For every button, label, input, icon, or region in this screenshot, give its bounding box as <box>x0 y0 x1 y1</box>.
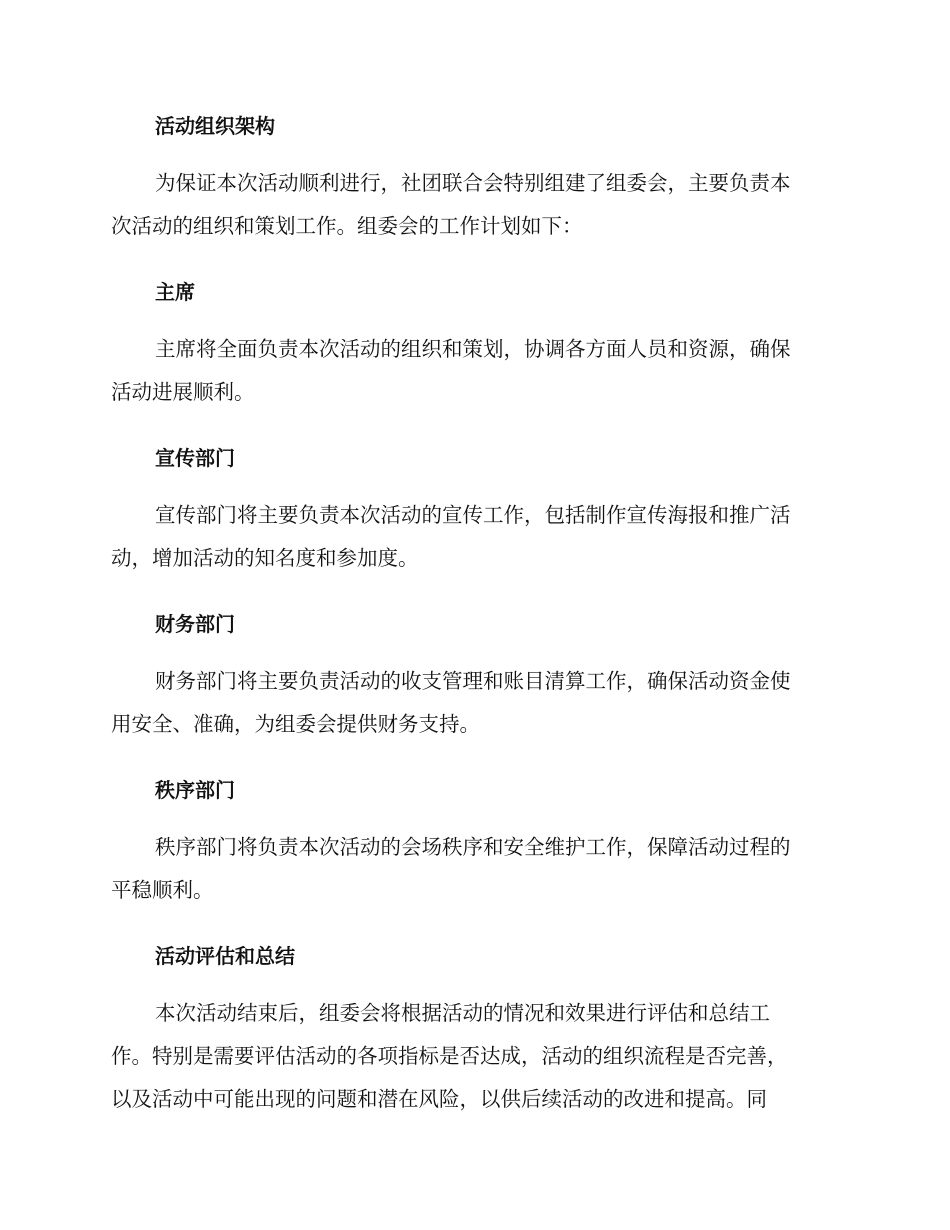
section-paragraph-organization <box>111 162 833 248</box>
paragraph-line: 作。特别是需要评估活动的各项指标是否达成，活动的组织流程是否完善， <box>111 1044 788 1068</box>
section-paragraph-finance <box>111 660 833 746</box>
section-heading-evaluation: 活动评估和总结 <box>155 944 295 968</box>
paragraph-line: 秩序部门将负责本次活动的会场秩序和安全维护工作，保障活动过程的 <box>155 835 791 859</box>
section-heading-chairman: 主席 <box>155 280 195 304</box>
paragraph-line: 用安全、准确，为组委会提供财务支持。 <box>111 712 480 736</box>
paragraph-line: 活动进展顺利。 <box>111 380 255 404</box>
section-heading-organization: 活动组织架构 <box>155 114 275 138</box>
section-heading-publicity: 宣传部门 <box>155 446 235 470</box>
paragraph-line: 次活动的组织和策划工作。组委会的工作计划如下： <box>111 214 583 238</box>
paragraph-line: 为保证本次活动顺利进行，社团联合会特别组建了组委会，主要负责本 <box>155 171 791 195</box>
paragraph-line: 宣传部门将主要负责本次活动的宣传工作，包括制作宣传海报和推广活 <box>155 503 791 527</box>
section-heading-order: 秩序部门 <box>155 778 235 802</box>
section-heading-finance: 财务部门 <box>155 612 235 636</box>
section-paragraph-publicity <box>111 494 833 580</box>
paragraph-line: 财务部门将主要负责活动的收支管理和账目清算工作，确保活动资金使 <box>155 669 791 693</box>
paragraph-line: 动，增加活动的知名度和参加度。 <box>111 546 419 570</box>
paragraph-line: 本次活动结束后，组委会将根据活动的情况和效果进行评估和总结工 <box>155 1001 770 1025</box>
section-paragraph-order <box>111 826 833 912</box>
section-paragraph-evaluation <box>111 992 833 1121</box>
paragraph-line: 主席将全面负责本次活动的组织和策划，协调各方面人员和资源，确保 <box>155 337 791 361</box>
document-page <box>111 104 833 1143</box>
paragraph-line: 以及活动中可能出现的问题和潜在风险，以供后续活动的改进和提高。同 <box>111 1087 767 1111</box>
paragraph-line: 平稳顺利。 <box>111 878 214 902</box>
section-paragraph-chairman <box>111 328 833 414</box>
